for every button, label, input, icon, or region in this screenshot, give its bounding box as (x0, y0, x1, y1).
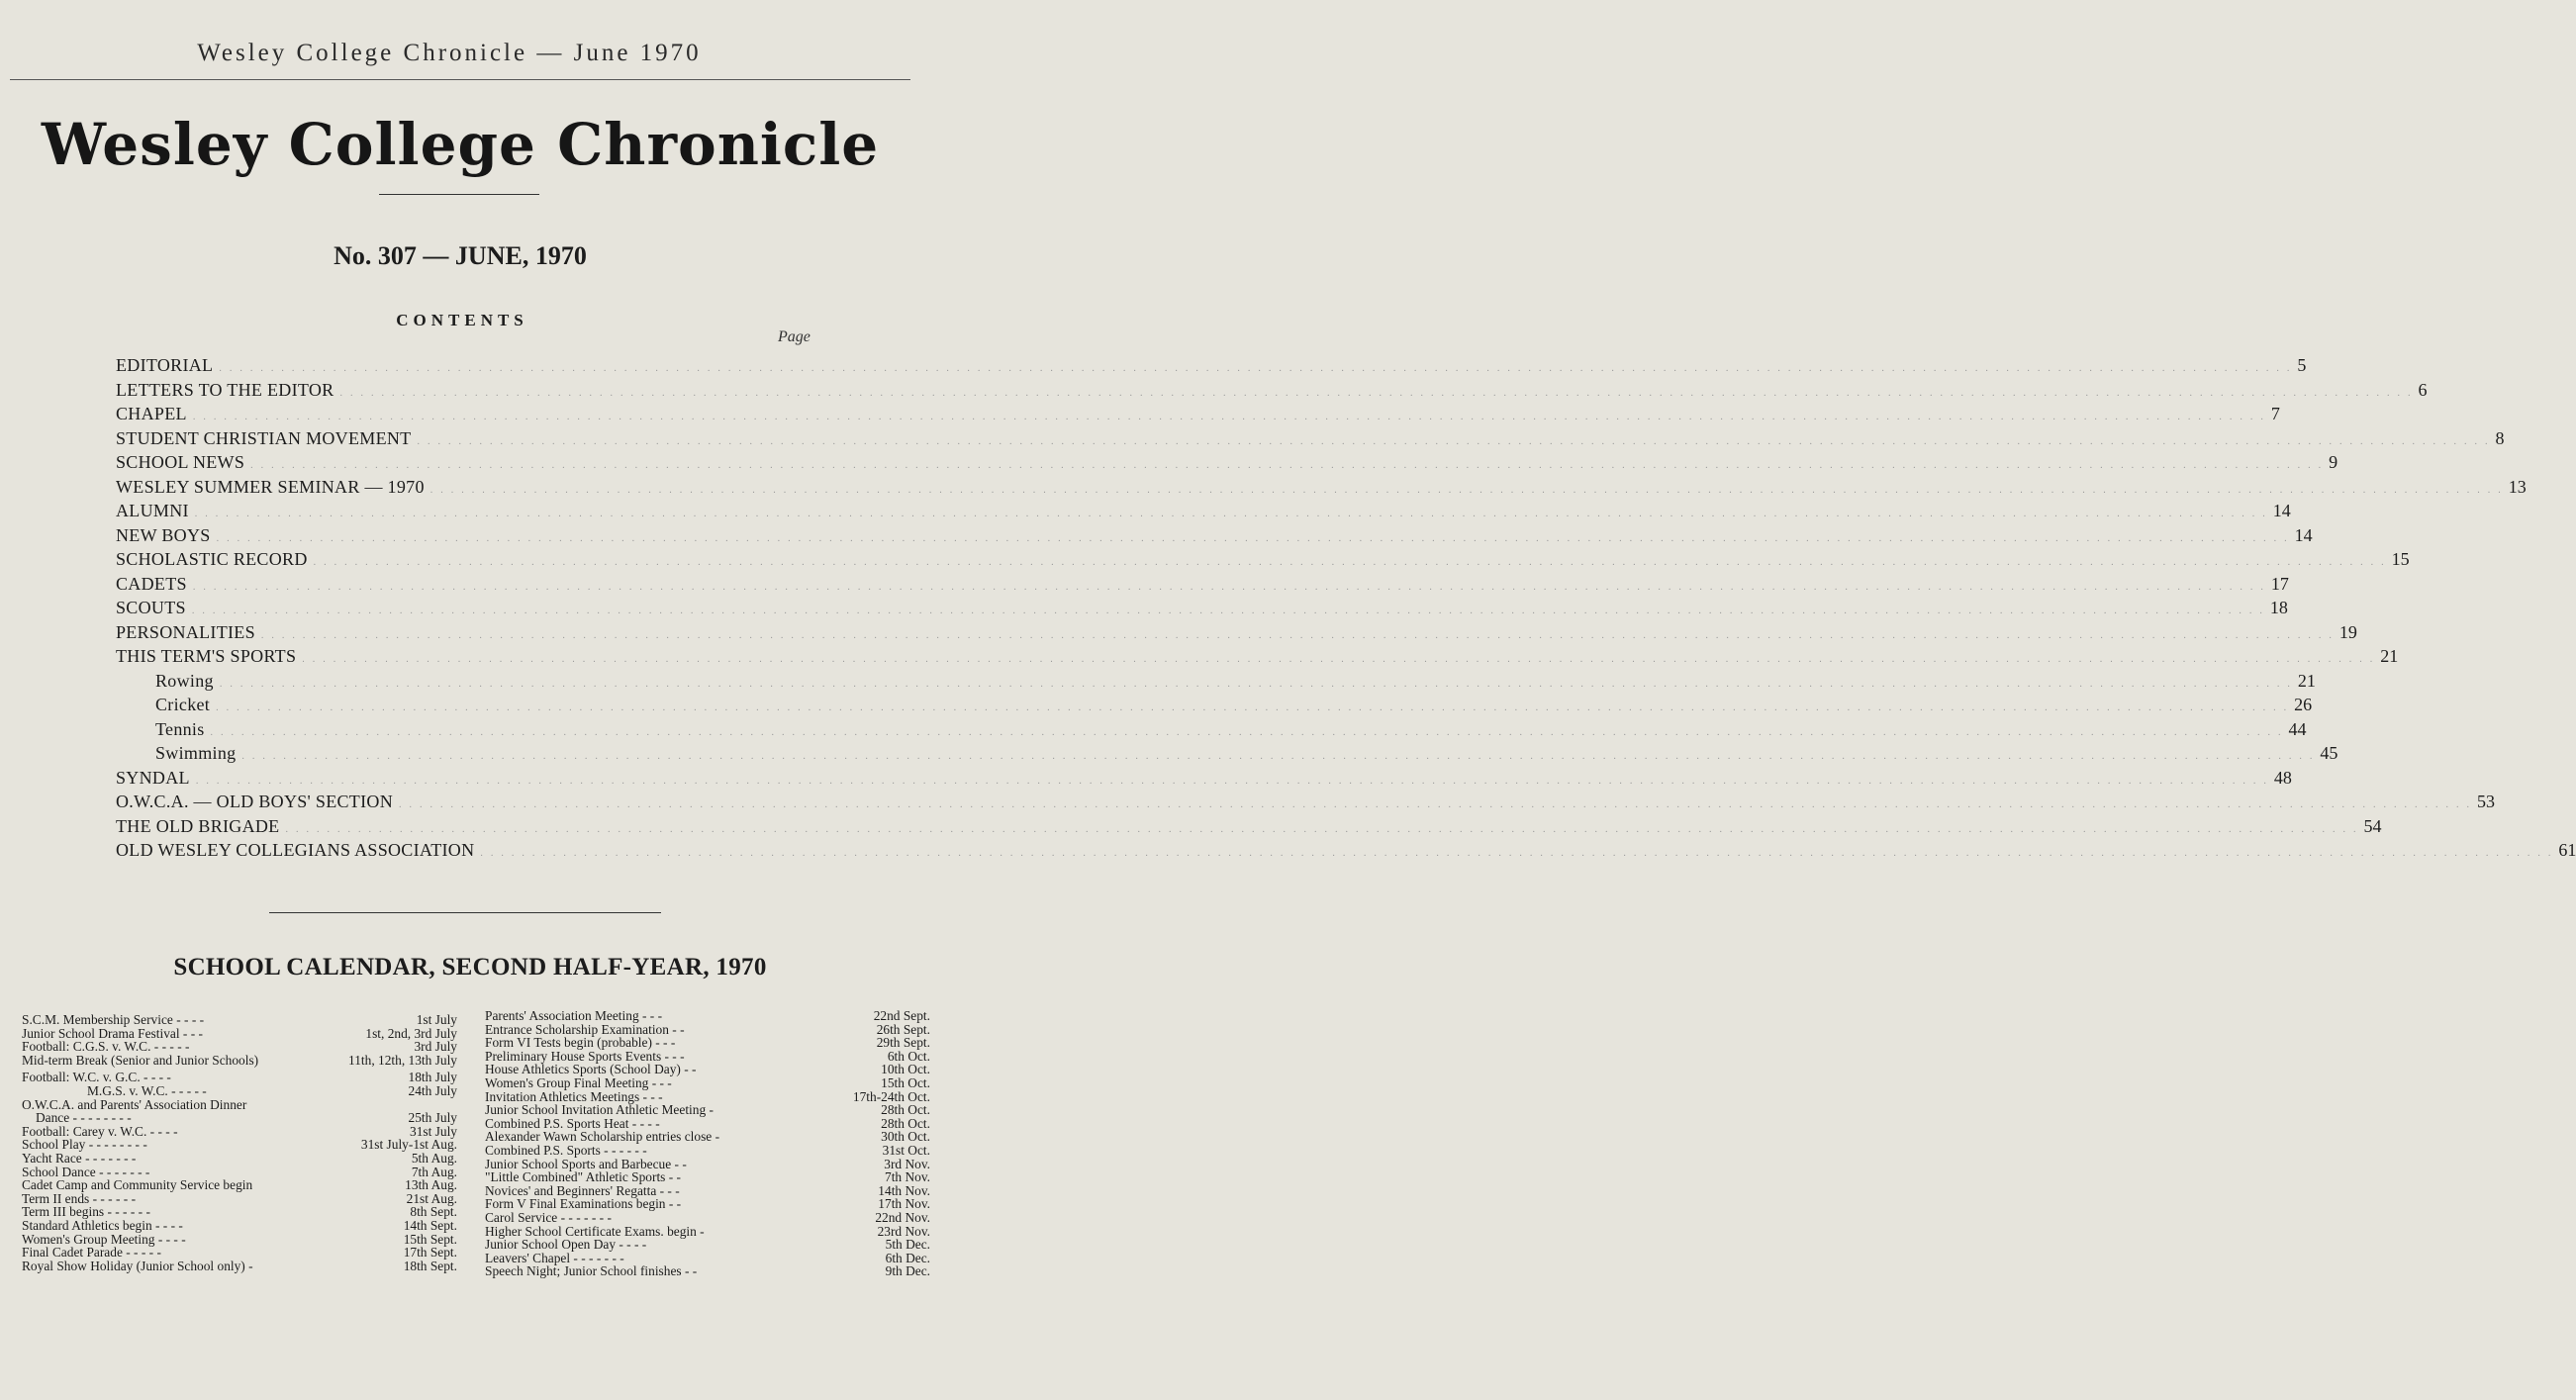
calendar-event: Higher School Certificate Exams. begin - (485, 1223, 705, 1239)
calendar-event: School Play - - - - - - - - (22, 1137, 147, 1153)
toc-entry-title: EDITORIAL (116, 353, 219, 378)
toc-entry (116, 523, 2313, 548)
toc-entry-page: 5 (2297, 355, 2307, 375)
toc-leader-dots: ........................................................................................................................................................................................................ (429, 484, 2509, 496)
calendar-event: O.W.C.A. and Parents' Association Dinner (22, 1096, 247, 1112)
toc-entry (116, 717, 2307, 742)
toc-entry-page: 45 (2320, 743, 2338, 763)
calendar-event: Mid-term Break (Senior and Junior Schools) (22, 1052, 259, 1068)
calendar-entry (22, 1013, 457, 1027)
calendar-date: 22nd Sept. (873, 1008, 930, 1023)
toc-entry-page: 54 (2363, 815, 2382, 836)
calendar-event: House Athletics Sports (School Day) - - (485, 1062, 697, 1077)
calendar-entry (485, 1076, 930, 1090)
toc-entry (116, 402, 2280, 426)
calendar-event: Football: Carey v. W.C. - - - - (22, 1123, 178, 1139)
calendar-entry (485, 1009, 930, 1023)
calendar-date: 25th July (408, 1110, 457, 1126)
toc-entry (116, 814, 2382, 839)
calendar-event: Junior School Invitation Athletic Meeting - (485, 1102, 714, 1118)
toc-entry (116, 499, 2291, 523)
calendar-event: Form V Final Examinations begin - - (485, 1196, 682, 1212)
toc-entry-title: THIS TERM'S SPORTS (116, 644, 302, 669)
calendar-date: 1st, 2nd, 3rd July (365, 1025, 457, 1041)
toc-entry (116, 426, 2505, 451)
toc-entry-page: 7 (2270, 404, 2280, 423)
calendar-event: Women's Group Meeting - - - - (22, 1231, 186, 1247)
table-of-contents (116, 353, 2576, 863)
calendar-event: Term III begins - - - - - - (22, 1204, 150, 1220)
calendar-date: 11th, 12th, 13th July (348, 1052, 457, 1068)
calendar-event: Junior School Open Day - - - - (485, 1237, 647, 1253)
calendar-event: Form VI Tests begin (probable) - - - (485, 1035, 676, 1051)
calendar-date: 13th Aug. (405, 1177, 457, 1193)
calendar-date: 5th Aug. (411, 1150, 457, 1166)
toc-entry-title: NEW BOYS (116, 523, 217, 548)
toc-leader-dots: ........................................................................................................................................................................................................ (241, 751, 2321, 762)
calendar-date: 7th Aug. (411, 1164, 457, 1179)
issue-line: No. 307 — JUNE, 1970 (334, 241, 587, 270)
toc-entry-page: 13 (2508, 476, 2527, 497)
toc-entry-title: ALUMNI (116, 499, 195, 523)
calendar-date: 29th Sept. (876, 1035, 930, 1051)
calendar-entry (22, 1192, 457, 1206)
toc-entry-title: O.W.C.A. — OLD BOYS' SECTION (116, 790, 399, 814)
calendar-entry (22, 1205, 457, 1219)
toc-entry (116, 838, 2576, 863)
toc-entry-page: 61 (2558, 840, 2576, 860)
toc-entry (116, 353, 2307, 378)
toc-entry-title: SCHOLASTIC RECORD (116, 547, 314, 572)
calendar-entry (485, 1158, 930, 1171)
toc-leader-dots: ........................................................................................................................................................................................................ (191, 606, 2270, 616)
calendar-date: 31st Oct. (882, 1142, 930, 1158)
calendar-event: Cadet Camp and Community Service begin (22, 1177, 253, 1193)
toc-leader-dots: ........................................................................................................................................................................................................ (210, 726, 2289, 738)
toc-leader-dots: ........................................................................................................................................................................................................ (216, 532, 2295, 544)
calendar-date: 23rd Nov. (877, 1223, 930, 1239)
calendar-date: 14th Sept. (403, 1217, 457, 1233)
masthead-title: Wesley College Chronicle (41, 111, 880, 178)
toc-leader-dots: ........................................................................................................................................................................................................ (339, 387, 2419, 399)
toc-entry-page: 18 (2269, 598, 2288, 617)
calendar-date: 26th Sept. (876, 1021, 930, 1037)
toc-entry (116, 547, 2410, 572)
calendar-date: 21st Aug. (406, 1190, 457, 1206)
calendar-date: 7th Nov. (885, 1169, 930, 1185)
calendar-entry (22, 1246, 457, 1260)
calendar-event: Entrance Scholarship Examination - - (485, 1021, 685, 1037)
calendar-entry (22, 1152, 457, 1166)
toc-entry-title: Swimming (155, 741, 241, 766)
calendar-event: Invitation Athletics Meetings - - - (485, 1088, 663, 1104)
calendar-event: Combined P.S. Sports Heat - - - - (485, 1115, 660, 1131)
calendar-entry (22, 1054, 457, 1068)
calendar-entry (22, 1138, 457, 1152)
calendar-date: 9th Dec. (885, 1263, 930, 1279)
toc-entry-page: 26 (2294, 695, 2313, 714)
calendar-date: 18th Sept. (403, 1258, 457, 1273)
toc-entry-page: 6 (2418, 379, 2428, 400)
calendar-date: 6th Oct. (887, 1048, 930, 1064)
calendar-date: 5th Dec. (885, 1237, 930, 1253)
calendar-entry (22, 1027, 457, 1041)
toc-entry (116, 693, 2313, 717)
running-head: Wesley College Chronicle — June 1970 (197, 40, 702, 66)
calendar-date: 28th Oct. (881, 1115, 930, 1131)
calendar-entry (485, 1197, 930, 1211)
toc-entry-page: 17 (2270, 573, 2289, 594)
header-rule (10, 79, 910, 80)
toc-entry (116, 669, 2316, 694)
calendar-entry (22, 1219, 457, 1233)
toc-entry-page: 14 (2294, 524, 2313, 545)
calendar-entry (485, 1103, 930, 1117)
toc-entry-page: 48 (2273, 767, 2292, 788)
calendar-event: Yacht Race - - - - - - - (22, 1150, 137, 1166)
calendar-event: "Little Combined" Athletic Sports - - (485, 1169, 682, 1185)
calendar-event: Final Cadet Parade - - - - - (22, 1245, 161, 1260)
calendar-left-column (22, 1013, 457, 1272)
calendar-event: Women's Group Final Meeting - - - (485, 1074, 672, 1090)
calendar-date: 15th Sept. (403, 1231, 457, 1247)
calendar-entry (485, 1023, 930, 1037)
calendar-entry (22, 1111, 457, 1125)
toc-entry-title: SCOUTS (116, 596, 192, 620)
calendar-date: 6th Dec. (885, 1250, 930, 1265)
calendar-event: Novices' and Beginners' Regatta - - - (485, 1182, 680, 1198)
calendar-entry (22, 1166, 457, 1179)
calendar-entry (22, 1098, 457, 1112)
calendar-entry (22, 1233, 457, 1247)
toc-leader-dots: ........................................................................................................................................................................................................ (192, 581, 2271, 593)
calendar-event: Leavers' Chapel - - - - - - - (485, 1250, 624, 1265)
toc-entry-page: 9 (2329, 452, 2338, 472)
toc-leader-dots: ........................................................................................................................................................................................................ (192, 412, 2271, 422)
toc-entry-page: 15 (2391, 549, 2410, 569)
toc-entry-title: SYNDAL (116, 766, 196, 791)
toc-entry-title: SCHOOL NEWS (116, 450, 250, 475)
masthead-rule (379, 194, 539, 195)
toc-entry (116, 620, 2357, 645)
calendar-date: 31st July-1st Aug. (360, 1137, 457, 1153)
calendar-entry (485, 1130, 930, 1144)
toc-entry (116, 572, 2289, 597)
calendar-entry (22, 1178, 457, 1192)
toc-entry (116, 741, 2338, 766)
calendar-event: Football: C.G.S. v. W.C. - - - - - (22, 1039, 190, 1055)
calendar-date: 3rd July (414, 1039, 457, 1055)
calendar-date: 3rd Nov. (884, 1156, 930, 1171)
calendar-entry (485, 1211, 930, 1225)
calendar-event: Football: W.C. v. G.C. - - - - (22, 1070, 171, 1085)
calendar-event: S.C.M. Membership Service - - - - (22, 1012, 205, 1027)
toc-entry-title: OLD WESLEY COLLEGIANS ASSOCIATION (116, 838, 480, 863)
calendar-entry (485, 1036, 930, 1050)
calendar-event: Speech Night; Junior School finishes - - (485, 1263, 698, 1279)
calendar-heading: SCHOOL CALENDAR, SECOND HALF-YEAR, 1970 (173, 954, 767, 980)
calendar-entry (485, 1144, 930, 1158)
toc-leader-dots: ........................................................................................................................................................................................................ (480, 848, 2559, 859)
toc-entry-title: PERSONALITIES (116, 620, 261, 645)
toc-leader-dots: ........................................................................................................................................................................................................ (219, 678, 2298, 690)
calendar-entry (485, 1170, 930, 1184)
calendar-date: 14th Nov. (878, 1182, 930, 1198)
toc-entry-title: CADETS (116, 572, 193, 597)
toc-leader-dots: ........................................................................................................................................................................................................ (399, 799, 2477, 810)
calendar-entry (485, 1238, 930, 1252)
toc-entry-title: THE OLD BRIGADE (116, 814, 285, 839)
calendar-event: Standard Athletics begin - - - - (22, 1217, 183, 1233)
toc-entry-title: WESLEY SUMMER SEMINAR — 1970 (116, 475, 430, 500)
calendar-event: Dance - - - - - - - - (36, 1110, 132, 1126)
toc-entry-title: Rowing (155, 669, 220, 694)
toc-leader-dots: ........................................................................................................................................................................................................ (195, 775, 2274, 787)
calendar-entry (485, 1090, 930, 1104)
toc-entry-title: STUDENT CHRISTIAN MOVEMENT (116, 426, 417, 451)
toc-entry (116, 644, 2399, 669)
calendar-event: Preliminary House Sports Events - - - (485, 1048, 685, 1064)
toc-entry (116, 766, 2292, 791)
calendar-entry (22, 1084, 457, 1098)
toc-entry-title: Tennis (155, 717, 211, 742)
calendar-entry (22, 1260, 457, 1273)
calendar-event: Alexander Wawn Scholarship entries close - (485, 1129, 720, 1145)
calendar-date: 17th Nov. (878, 1196, 930, 1212)
toc-leader-dots: ........................................................................................................................................................................................................ (313, 557, 2392, 568)
toc-leader-dots: ........................................................................................................................................................................................................ (285, 823, 2364, 835)
toc-entry-page: 14 (2272, 501, 2291, 520)
calendar-date: 8th Sept. (410, 1204, 457, 1220)
calendar-entry (485, 1225, 930, 1239)
calendar-entry (485, 1184, 930, 1198)
toc-leader-dots: ........................................................................................................................................................................................................ (219, 363, 2298, 374)
contents-heading: CONTENTS (396, 311, 528, 329)
toc-entry-page: 21 (2380, 646, 2399, 666)
calendar-date: 31st July (410, 1123, 457, 1139)
toc-entry (116, 450, 2338, 475)
toc-leader-dots: ........................................................................................................................................................................................................ (417, 435, 2496, 447)
calendar-event: Term II ends - - - - - - (22, 1190, 137, 1206)
calendar-event: School Dance - - - - - - - (22, 1164, 150, 1179)
toc-leader-dots: ........................................................................................................................................................................................................ (302, 654, 2381, 665)
calendar-entry (485, 1050, 930, 1064)
calendar-date: 15th Oct. (881, 1074, 930, 1090)
calendar-event: Junior School Drama Festival - - - (22, 1025, 203, 1041)
calendar-date: 17th Sept. (403, 1245, 457, 1260)
calendar-date: 28th Oct. (881, 1102, 930, 1118)
calendar-date: 10th Oct. (881, 1062, 930, 1077)
toc-entry (116, 378, 2428, 403)
toc-leader-dots: ........................................................................................................................................................................................................ (216, 702, 2295, 713)
calendar-date: 22nd Nov. (875, 1209, 930, 1225)
toc-entry-page: 44 (2288, 718, 2307, 739)
toc-entry-page: 21 (2297, 670, 2316, 691)
toc-leader-dots: ........................................................................................................................................................................................................ (250, 460, 2330, 471)
calendar-event: Carol Service - - - - - - - (485, 1209, 612, 1225)
calendar-event: Combined P.S. Sports - - - - - - (485, 1142, 647, 1158)
toc-entry-title: LETTERS TO THE EDITOR (116, 378, 339, 403)
calendar-entry (22, 1071, 457, 1084)
section-rule (269, 912, 661, 913)
calendar-entry (22, 1125, 457, 1139)
toc-leader-dots: ........................................................................................................................................................................................................ (194, 509, 2273, 519)
calendar-date: 1st July (416, 1012, 457, 1027)
calendar-entry (22, 1040, 457, 1054)
page-column-label: Page (778, 328, 811, 345)
toc-entry-title: Cricket (155, 693, 216, 717)
toc-entry-page: 19 (2338, 621, 2357, 642)
calendar-date: 30th Oct. (881, 1129, 930, 1145)
calendar-date: 24th July (408, 1082, 457, 1098)
toc-entry-title: CHAPEL (116, 402, 193, 426)
toc-entry (116, 475, 2527, 500)
calendar-entry (485, 1252, 930, 1265)
toc-leader-dots: ........................................................................................................................................................................................................ (260, 629, 2339, 641)
calendar-event: M.G.S. v. W.C. - - - - - (87, 1082, 207, 1098)
calendar-right-column (485, 1009, 930, 1278)
calendar-date: 17th-24th Oct. (852, 1088, 930, 1104)
calendar-entry (485, 1063, 930, 1076)
calendar-entry (485, 1117, 930, 1131)
calendar-date: 18th July (408, 1070, 457, 1085)
calendar-entry (485, 1264, 930, 1278)
toc-entry-page: 8 (2495, 427, 2505, 448)
toc-entry (116, 596, 2288, 620)
calendar-event: Parents' Association Meeting - - - (485, 1008, 663, 1023)
toc-entry-page: 53 (2477, 792, 2495, 811)
calendar-event: Royal Show Holiday (Junior School only) - (22, 1258, 253, 1273)
calendar-event: Junior School Sports and Barbecue - - (485, 1156, 687, 1171)
toc-entry (116, 790, 2495, 814)
